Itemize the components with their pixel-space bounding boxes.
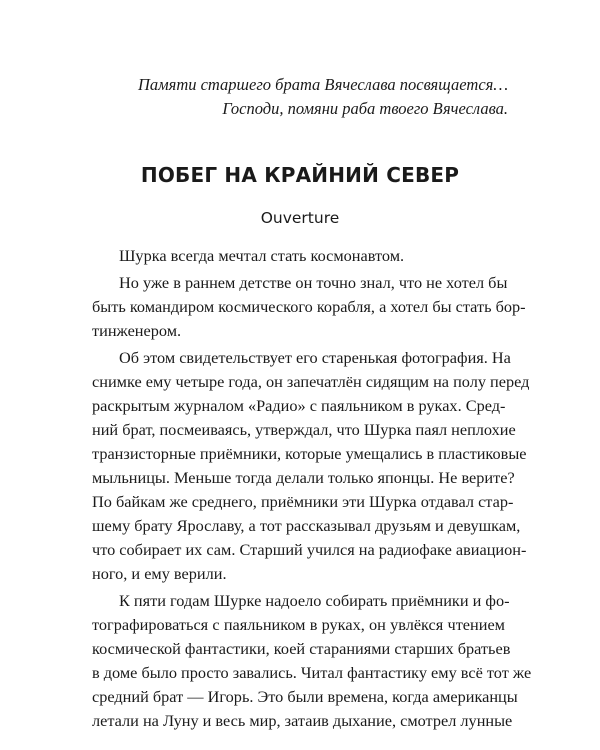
text-line: быть командиром космического корабля, а хотел бы стать бор- — [92, 297, 526, 316]
text-line: средний брат — Игорь. Это были времена, когда американцы — [92, 687, 518, 706]
text-line: Об этом свидетельствует его старенькая фотография. На — [119, 348, 511, 367]
text-line: в доме было просто завались. Читал фантастику ему всё тот же — [92, 663, 532, 682]
text-line: Шурка всегда мечтал стать космонавтом. — [119, 246, 405, 265]
text-line: раскрытым журналом «Радио» с паяльником в руках. Сред- — [92, 396, 506, 415]
text-line: ний брат, посмеиваясь, утверждал, что Шурка паял неплохие — [92, 420, 516, 439]
text-line: летали на Луну и весь мир, затаив дыхание, смотрел лунные — [92, 711, 513, 730]
text-line: шему брату Ярославу, а тот рассказывал друзьям и девушкам, — [92, 516, 521, 535]
text-line: ного, и ему верили. — [92, 564, 227, 583]
epigraph — [138, 73, 508, 121]
epigraph-line-1: Памяти старшего брата Вячеслава посвящается… — [137, 75, 508, 94]
epigraph-line-2: Господи, помяни раба твоего Вячеслава. — [222, 99, 508, 118]
text-line: К пяти годам Шурке надоело собирать приёмники и фо- — [119, 591, 510, 610]
text-line: что собирает их сам. Старший учился на радиофаке авиацион- — [92, 540, 527, 559]
text-line: По байкам же среднего, приёмники эти Шурка отдавал стар- — [92, 492, 514, 511]
text-line: мыльницы. Меньше тогда делали только японцы. Не верите? — [92, 468, 515, 487]
text-line: тографироваться с паяльником в руках, он увлёкся чтением — [92, 615, 505, 634]
text-line: космической фантастики, коей стараниями старших братьев — [92, 639, 511, 658]
body-text — [92, 244, 532, 733]
chapter-subtitle: Ouverture — [260, 209, 340, 227]
chapter-title: ПОБЕГ НА КРАЙНИЙ СЕВЕР — [140, 163, 460, 187]
text-line: снимке ему четыре года, он запечатлён сидящим на полу перед — [92, 372, 530, 391]
text-line: Но уже в раннем детстве он точно знал, что не хотел бы — [119, 273, 508, 292]
text-line: тинженером. — [92, 321, 182, 340]
text-line: транзисторные приёмники, которые умещались в пластиковые — [92, 444, 527, 463]
